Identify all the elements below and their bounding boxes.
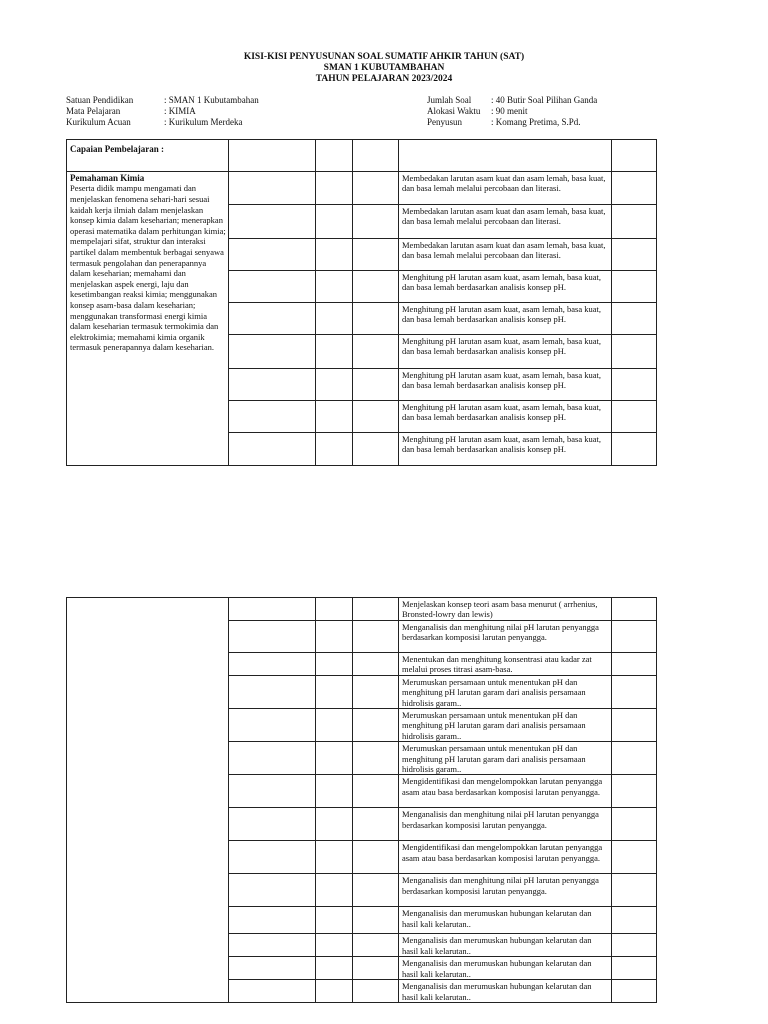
empty-cell [612,205,657,239]
meta-value: : Kurikulum Merdeka [164,117,243,127]
empty-cell [612,957,657,980]
indicator-cell: Membedakan larutan asam kuat dan asam lemah, basa kuat, dan basa lemah melalui percobaan dan literasi. [399,172,612,205]
empty-cell [353,652,399,675]
empty-cell [229,957,316,980]
indicator-cell: Membedakan larutan asam kuat dan asam lemah, basa kuat, dan basa lemah melalui percobaan dan literasi. [399,239,612,271]
meta-value: : 90 menit [491,106,528,116]
empty-cell [229,841,316,874]
empty-cell [229,335,316,369]
indicator-cell: Menghitung pH larutan asam kuat, asam lemah, basa kuat, dan basa lemah berdasarkan analisis konsep pH. [399,401,612,433]
indicator-cell: Menganalisis dan menghitung nilai pH larutan penyangga berdasarkan komposisi larutan penyangga. [399,620,612,652]
empty-cell [353,934,399,957]
empty-cell [353,980,399,1003]
empty-cell [353,271,399,303]
empty-cell [612,841,657,874]
empty-cell [612,401,657,433]
indicator-cell: Menghitung pH larutan asam kuat, asam lemah, basa kuat, dan basa lemah berdasarkan analisis konsep pH. [399,369,612,401]
empty-cell [316,675,353,708]
empty-cell [316,841,353,874]
empty-cell [612,335,657,369]
meta-value: : SMAN 1 Kubutambahan [164,95,259,105]
meta-row [66,117,259,128]
meta-right [427,95,597,128]
indicator-cell: Menghitung pH larutan asam kuat, asam lemah, basa kuat, dan basa lemah berdasarkan analisis konsep pH. [399,271,612,303]
empty-cell [229,433,316,466]
empty-cell [316,205,353,239]
meta-left [66,95,259,128]
empty-cell [229,652,316,675]
indicator-cell: Menjelaskan konsep teori asam basa menurut ( arrhenius, Bronsted-lowry dan lewis) [399,598,612,621]
meta-row [427,95,597,106]
meta-row [66,106,259,117]
empty-cell [612,598,657,621]
empty-cell [353,303,399,335]
kisi-kisi-table-1 [66,139,657,466]
empty-cell [353,742,399,775]
topic-cell [67,172,229,466]
empty-cell [316,303,353,335]
empty-cell [316,620,353,652]
empty-cell [316,172,353,205]
empty-cell [229,401,316,433]
empty-cell [316,271,353,303]
empty-cell [612,172,657,205]
empty-cell [229,205,316,239]
empty-cell [612,675,657,708]
empty-cell [353,775,399,808]
empty-cell [316,401,353,433]
indicator-cell: Menganalisis dan merumuskan hubungan kelarutan dan hasil kali kelarutan.. [399,980,612,1003]
empty-cell [612,620,657,652]
capaian-label: Capaian Pembelajaran : [67,140,229,172]
empty-cell [353,172,399,205]
indicator-cell: Membedakan larutan asam kuat dan asam lemah, basa kuat, dan basa lemah melalui percobaan dan literasi. [399,205,612,239]
empty-cell [229,675,316,708]
empty-cell [399,140,612,172]
empty-cell [316,709,353,742]
empty-cell [612,808,657,841]
empty-cell [612,369,657,401]
indicator-cell: Menganalisis dan menghitung nilai pH larutan penyangga berdasarkan komposisi larutan penyangga. [399,808,612,841]
header-year: TAHUN PELAJARAN 2023/2024 [315,74,453,84]
document-header [0,52,768,85]
empty-cell [353,675,399,708]
empty-cell [229,239,316,271]
empty-cell [353,433,399,466]
empty-cell [612,907,657,934]
empty-cell [353,140,399,172]
empty-cell [229,620,316,652]
indicator-cell: Menghitung pH larutan asam kuat, asam lemah, basa kuat, dan basa lemah berdasarkan analisis konsep pH. [399,303,612,335]
empty-cell [612,980,657,1003]
empty-cell [229,874,316,907]
table-row [67,172,657,205]
meta-key: Mata Pelajaran [66,106,121,116]
empty-cell [353,841,399,874]
indicator-cell: Mengidentifikasi dan mengelompokkan larutan penyangga asam atau basa berdasarkan komposisi larutan penyangga. [399,775,612,808]
empty-cell [316,239,353,271]
empty-cell [353,808,399,841]
empty-cell [229,742,316,775]
meta-key: Penyusun [427,117,463,127]
table-row [67,598,657,621]
empty-cell [612,652,657,675]
capaian-row [67,140,657,172]
empty-cell [612,709,657,742]
empty-cell [316,140,353,172]
meta-value: : Komang Pretima, S.Pd. [491,117,581,127]
empty-cell [316,598,353,621]
topic-title: Pemahaman Kimia [70,173,145,183]
indicator-cell: Menghitung pH larutan asam kuat, asam lemah, basa kuat, dan basa lemah berdasarkan analisis konsep pH. [399,433,612,466]
empty-cell [353,874,399,907]
empty-cell [316,957,353,980]
empty-cell [353,598,399,621]
empty-cell [229,140,316,172]
empty-cell [229,271,316,303]
empty-cell [229,907,316,934]
indicator-cell: Menghitung pH larutan asam kuat, asam lemah, basa kuat, dan basa lemah berdasarkan analisis konsep pH. [399,335,612,369]
empty-cell [353,957,399,980]
empty-cell [229,598,316,621]
empty-cell [316,775,353,808]
empty-cell [316,433,353,466]
empty-cell [612,140,657,172]
empty-cell [316,808,353,841]
empty-cell [229,934,316,957]
empty-cell [229,709,316,742]
empty-cell [229,980,316,1003]
empty-cell [612,874,657,907]
indicator-cell: Merumuskan persamaan untuk menentukan pH dan menghitung pH larutan garam dari analisis persamaan hidrolisis garam.. [399,742,612,775]
empty-cell [353,709,399,742]
empty-cell [353,620,399,652]
meta-row [66,95,259,106]
empty-cell [316,335,353,369]
meta-key: Alokasi Waktu [427,106,481,116]
meta-value: : 40 Butir Soal Pilihan Ganda [491,95,598,105]
empty-cell [229,172,316,205]
empty-cell [316,934,353,957]
empty-cell [229,369,316,401]
empty-cell [316,874,353,907]
meta-key: Satuan Pendidikan [66,95,134,105]
empty-cell [316,742,353,775]
empty-cell [353,907,399,934]
empty-cell [316,907,353,934]
empty-cell [612,239,657,271]
meta-row [427,117,597,128]
empty-cell [229,808,316,841]
empty-cell [612,934,657,957]
topic-description: Peserta didik mampu mengamati dan menjelaskan fenomena sehari-hari sesuai kaidah kerja ilmiah dalam menjelaskan konsep kimia dalam keseharian; menerapkan operasi matematika dalam perhitungan kimia; mempelajari sifat, struktur dan interaksi partikel dalam membentuk berbagai senyawa termasuk pengolahan dan penerapannya dalam keseharian; memahami dan menjelaskan aspek energi, laju dan kesetimbangan reaksi kimia; menggunakan konsep asam-basa dalam keseharian; menggunakan transformasi energi kimia dalam keseharian termasuk termokimia dan elektrokimia; memahami kimia organik termasuk penerapannya dalam keseharian. [70,183,226,353]
indicator-cell: Merumuskan persamaan untuk menentukan pH dan menghitung pH larutan garam dari analisis persamaan hidrolisis garam.. [399,675,612,708]
empty-cell [353,239,399,271]
empty-cell [316,980,353,1003]
empty-cell [612,303,657,335]
empty-cell [316,369,353,401]
empty-cell [353,335,399,369]
empty-cell [612,433,657,466]
empty-cell [353,205,399,239]
indicator-cell: Menganalisis dan menghitung nilai pH larutan penyangga berdasarkan komposisi larutan penyangga. [399,874,612,907]
indicator-cell: Menganalisis dan merumuskan hubungan kelarutan dan hasil kali kelarutan.. [399,957,612,980]
header-title: KISI-KISI PENYUSUNAN SOAL SUMATIF AHKIR TAHUN (SAT) [243,52,525,62]
meta-row [427,106,597,117]
empty-cell [229,303,316,335]
indicator-cell: Menganalisis dan merumuskan hubungan kelarutan dan hasil kali kelarutan.. [399,934,612,957]
empty-cell [612,742,657,775]
indicator-cell: Menentukan dan menghitung konsentrasi atau kadar zat melalui proses titrasi asam-basa. [399,652,612,675]
indicator-cell: Merumuskan persamaan untuk menentukan pH dan menghitung pH larutan garam dari analisis persamaan hidrolisis garam.. [399,709,612,742]
indicator-cell: Menganalisis dan merumuskan hubungan kelarutan dan hasil kali kelarutan.. [399,907,612,934]
meta-value: : KIMIA [164,106,196,116]
header-school: SMAN 1 KUBUTAMBAHAN [323,63,445,73]
indicator-cell: Mengidentifikasi dan mengelompokkan larutan penyangga asam atau basa berdasarkan komposisi larutan penyangga. [399,841,612,874]
empty-cell [353,369,399,401]
empty-cell [316,652,353,675]
empty-cell [612,775,657,808]
empty-cell [67,598,229,1003]
meta-key: Kurikulum Acuan [66,117,131,127]
empty-cell [612,271,657,303]
empty-cell [353,401,399,433]
meta-key: Jumlah Soal [427,95,472,105]
empty-cell [229,775,316,808]
kisi-kisi-table-2 [66,597,657,1003]
